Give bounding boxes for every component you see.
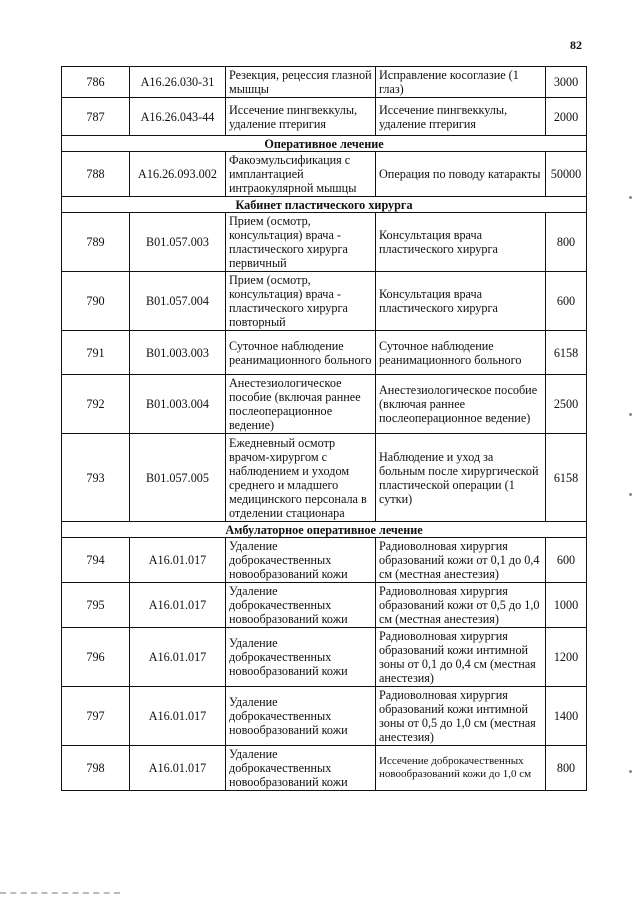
service-code: A16.01.017: [130, 583, 226, 628]
scan-footer-line: [0, 892, 120, 894]
service-description: Радиоволновая хирургия образований кожи интимной зоны от 0,5 до 1,0 см (местная анестезия): [376, 687, 546, 746]
service-price: 6158: [546, 434, 587, 522]
table-row: [62, 67, 587, 98]
service-name: Ежедневный осмотр врачом-хирургом с наблюдением и уходом среднего и младшего медицинского персонала в отделении стационара: [226, 434, 376, 522]
service-name: Иссечение пингвеккулы, удаление птеригия: [226, 98, 376, 136]
table-row: [62, 331, 587, 375]
service-code: A16.26.043-44: [130, 98, 226, 136]
service-name: Удаление доброкачественных новообразований кожи: [226, 583, 376, 628]
page-number: 82: [570, 38, 582, 52]
row-number: 786: [62, 67, 130, 98]
service-name: Прием (осмотр, консультация) врача - пластического хирурга повторный: [226, 272, 376, 331]
table-row: [62, 628, 587, 687]
service-name: Резекция, рецессия глазной мышцы: [226, 67, 376, 98]
service-description: Анестезиологическое пособие (включая раннее послеоперационное ведение): [376, 375, 546, 434]
row-number: 788: [62, 152, 130, 197]
service-name: Удаление доброкачественных новообразований кожи: [226, 687, 376, 746]
section-header-row: [62, 522, 587, 538]
service-code: B01.003.003: [130, 331, 226, 375]
service-price: 600: [546, 272, 587, 331]
scan-mark: [629, 196, 632, 199]
row-number: 797: [62, 687, 130, 746]
service-description: Консультация врача пластического хирурга: [376, 272, 546, 331]
table-row: [62, 538, 587, 583]
service-price: 3000: [546, 67, 587, 98]
row-number: 789: [62, 213, 130, 272]
service-name: Суточное наблюдение реанимационного больного: [226, 331, 376, 375]
service-code: A16.01.017: [130, 687, 226, 746]
price-table-body: [62, 67, 587, 791]
section-title: Оперативное лечение: [62, 136, 587, 152]
service-name: Анестезиологическое пособие (включая раннее послеоперационное ведение): [226, 375, 376, 434]
section-title: Кабинет пластического хирурга: [62, 197, 587, 213]
service-code: A16.01.017: [130, 746, 226, 791]
service-code: A16.26.030-31: [130, 67, 226, 98]
service-price: 6158: [546, 331, 587, 375]
service-name: Прием (осмотр, консультация) врача - пластического хирурга первичный: [226, 213, 376, 272]
service-price: 50000: [546, 152, 587, 197]
table-row: [62, 746, 587, 791]
row-number: 794: [62, 538, 130, 583]
service-code: A16.26.093.002: [130, 152, 226, 197]
service-description: Иссечение пингвеккулы, удаление птеригия: [376, 98, 546, 136]
service-code: A16.01.017: [130, 628, 226, 687]
service-price: 1000: [546, 583, 587, 628]
service-description: Суточное наблюдение реанимационного больного: [376, 331, 546, 375]
section-header-row: [62, 136, 587, 152]
service-code: B01.003.004: [130, 375, 226, 434]
service-name: Удаление доброкачественных новообразований кожи: [226, 538, 376, 583]
service-name: Факоэмульсификация с имплантацией интраокулярной мышцы: [226, 152, 376, 197]
table-row: [62, 152, 587, 197]
service-price: 1200: [546, 628, 587, 687]
table-row: [62, 375, 587, 434]
table-row: [62, 272, 587, 331]
table-row: [62, 434, 587, 522]
service-name: Удаление доброкачественных новообразований кожи: [226, 628, 376, 687]
service-description: Операция по поводу катаракты: [376, 152, 546, 197]
row-number: 791: [62, 331, 130, 375]
section-header-row: [62, 197, 587, 213]
scan-mark: [629, 770, 632, 773]
service-description: Радиоволновая хирургия образований кожи от 0,5 до 1,0 см (местная анестезия): [376, 583, 546, 628]
row-number: 790: [62, 272, 130, 331]
service-code: B01.057.004: [130, 272, 226, 331]
row-number: 792: [62, 375, 130, 434]
row-number: 795: [62, 583, 130, 628]
service-code: A16.01.017: [130, 538, 226, 583]
table-row: [62, 98, 587, 136]
service-description: Консультация врача пластического хирурга: [376, 213, 546, 272]
service-price: 800: [546, 746, 587, 791]
service-name: Удаление доброкачественных новообразований кожи: [226, 746, 376, 791]
service-price: 2000: [546, 98, 587, 136]
service-description: Радиоволновая хирургия образований кожи от 0,1 до 0,4 см (местная анестезия): [376, 538, 546, 583]
service-description: Радиоволновая хирургия образований кожи интимной зоны от 0,1 до 0,4 см (местная анестезия): [376, 628, 546, 687]
service-price: 600: [546, 538, 587, 583]
row-number: 793: [62, 434, 130, 522]
service-price: 800: [546, 213, 587, 272]
service-code: B01.057.003: [130, 213, 226, 272]
row-number: 796: [62, 628, 130, 687]
service-description: Иссечение доброкачественных новообразований кожи до 1,0 см: [376, 746, 546, 791]
service-description: Наблюдение и уход за больным после хирургической пластической операции (1 сутки): [376, 434, 546, 522]
table-row: [62, 583, 587, 628]
row-number: 787: [62, 98, 130, 136]
row-number: 798: [62, 746, 130, 791]
table-row: [62, 687, 587, 746]
service-description: Исправление косоглазие (1 глаз): [376, 67, 546, 98]
service-code: B01.057.005: [130, 434, 226, 522]
price-table: [61, 66, 587, 791]
table-row: [62, 213, 587, 272]
service-price: 2500: [546, 375, 587, 434]
section-title: Амбулаторное оперативное лечение: [62, 522, 587, 538]
scan-mark: [629, 413, 632, 416]
service-price: 1400: [546, 687, 587, 746]
scan-mark: [629, 493, 632, 496]
